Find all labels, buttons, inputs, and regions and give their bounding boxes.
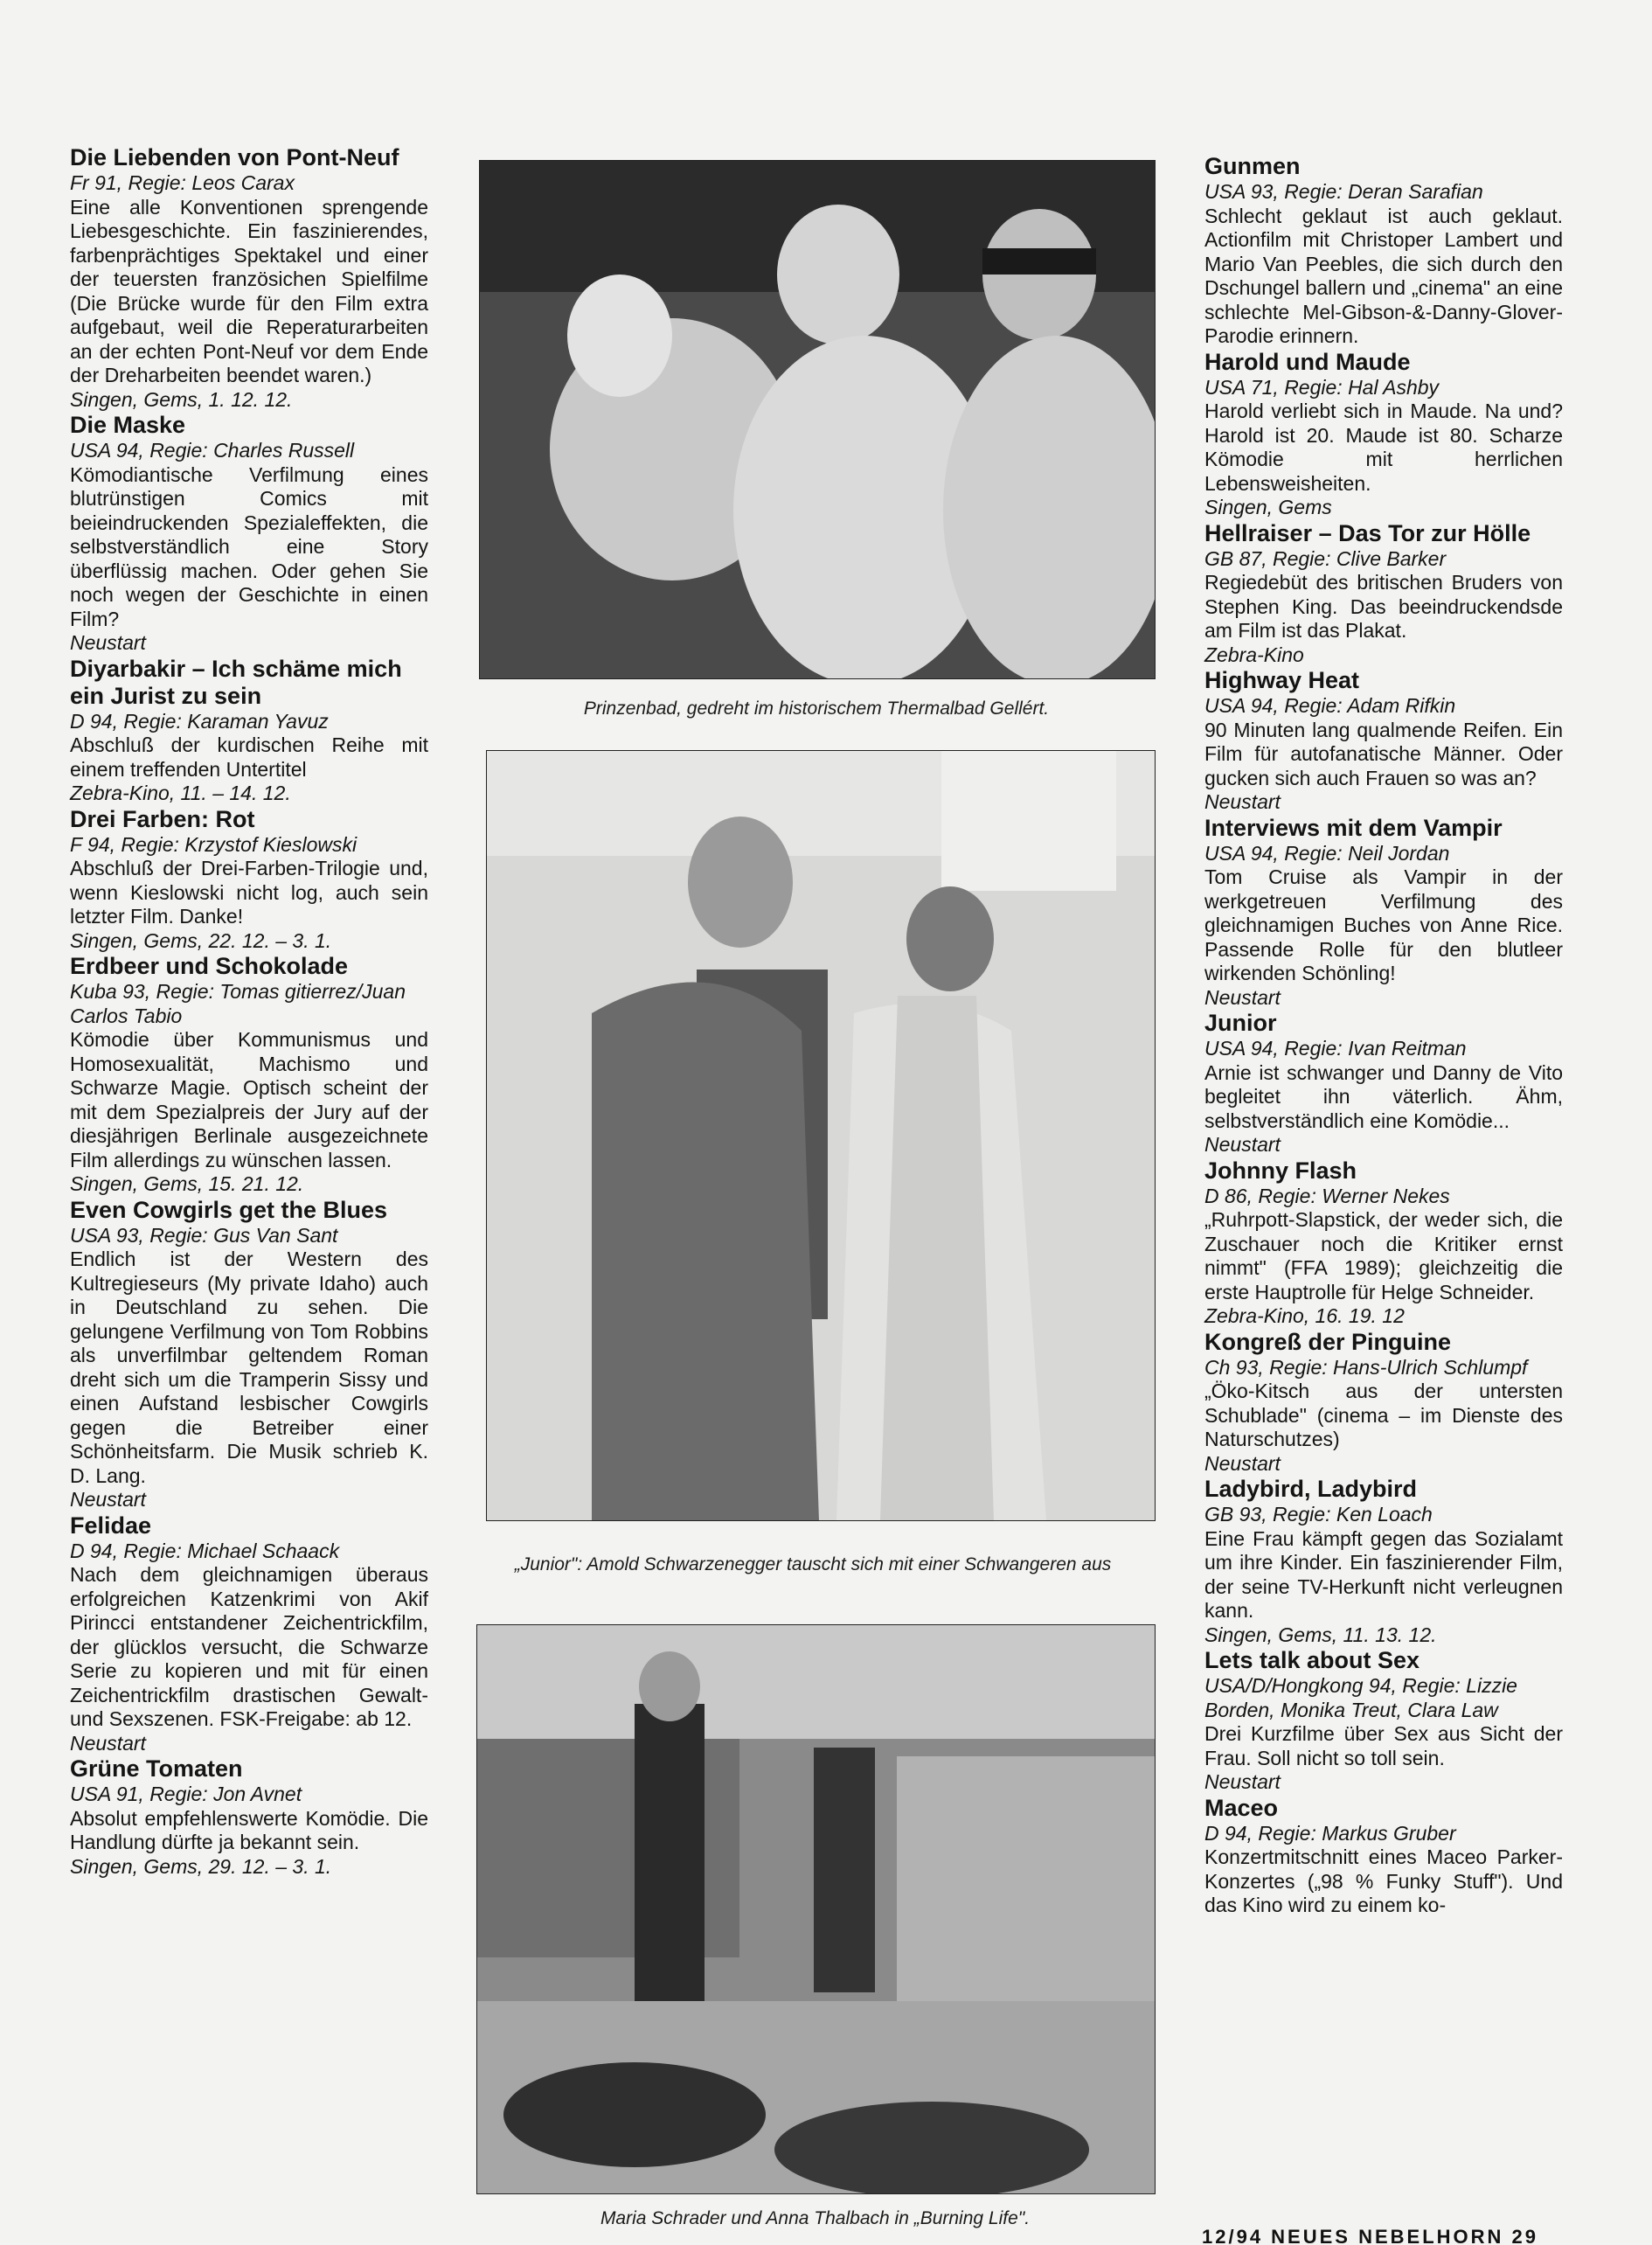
film-venue: Singen, Gems, 22. 12. – 3. 1. xyxy=(70,928,332,952)
film-entry xyxy=(1204,1476,1563,1647)
film-entry xyxy=(1204,1010,1563,1157)
film-venue: Singen, Gems, 29. 12. – 3. 1. xyxy=(70,1854,332,1878)
film-entry xyxy=(70,412,428,656)
film-description: Nach dem gleichnamigen überaus erfolgreichen Katzenkrimi von Akif Pirincci entstandener Zeichentrickfilm, der glücklos versucht, die Schwarze Serie zu kopieren und mit für einen Zeichentrickfilm drastischen Gewalt- und Sexszenen. FSK-Freigabe: ab 12. xyxy=(70,1563,428,1730)
film-description: Schlecht geklaut ist auch geklaut. Actionfilm mit Christoper Lambert und Mario Van Peebles, die sich durch den Dschungel ballern und „cinema" an eine schlechte Mel-Gibson-&-Danny-Glover-Parodie erinnern. xyxy=(1204,204,1563,347)
caption-burning-life: Maria Schrader und Anna Thalbach in „Burning Life". xyxy=(600,2208,1031,2228)
film-credit: D 86, Regie: Werner Nekes xyxy=(1204,1184,1450,1207)
film-credit: Fr 91, Regie: Leos Carax xyxy=(70,171,295,194)
film-description: Endlich ist der Western des Kultregieseurs (My private Idaho) auch in Deutschland zu sehen. Die gelungene Verfilmung von Tom Robbins als unverfilmbar geltendem Roman dreht sich um die Tramperin Sissy und einen Aufstand lesbischer Cowgirls gegen die Betreiber einer Schönheitsfarm. Die Musik schrieb K. D. Lang. xyxy=(70,1248,428,1487)
photo-burning-life xyxy=(476,1624,1156,2194)
film-description: 90 Minuten lang qualmende Reifen. Ein Film für autofanatische Männer. Oder gucken sich auch Frauen so was an? xyxy=(1204,718,1563,789)
film-title: Johnny Flash xyxy=(1204,1157,1357,1184)
film-venue: Zebra-Kino, 11. – 14. 12. xyxy=(70,782,291,804)
film-title: Gunmen xyxy=(1204,153,1301,179)
film-credit: D 94, Regie: Karaman Yavuz xyxy=(70,709,329,733)
film-description: Absolut empfehlenswerte Komödie. Die Handlung dürfte ja bekannt sein. xyxy=(70,1806,428,1853)
film-title: Felidae xyxy=(70,1512,152,1539)
film-description: Tom Cruise als Vampir in der werkgetreuen Verfilmung des gleichnamigen Buches von Anne Rice. Passende Rolle für den blutleer wirkenden Schönling! xyxy=(1204,865,1563,984)
caption-prinzenbad: Prinzenbad, gedreht im historischem Thermalbad Gellért. xyxy=(583,699,1050,719)
film-title: Even Cowgirls get the Blues xyxy=(70,1196,388,1223)
left-column xyxy=(70,144,428,1879)
film-entry xyxy=(1204,815,1563,1011)
film-entry xyxy=(70,1197,428,1512)
film-entry xyxy=(70,953,428,1197)
film-description: Eine alle Konventionen sprengende Liebesgeschichte. Ein faszinierendes, farbenprächtiges Spektakel und einer der teuersten französichen Spielfilme (Die Brücke wurde für den Film extra aufgebaut, weil die Reperaturarbeiten an der echten Pont-Neuf vor dem Ende der Dreharbeiten beendet waren.) xyxy=(70,195,428,386)
film-credit: USA 71, Regie: Hal Ashby xyxy=(1204,375,1440,399)
film-venue: Singen, Gems, 15. 21. 12. xyxy=(70,1172,304,1195)
film-credit: USA/D/Hongkong 94, Regie: Lizzie Borden, Monika Treut, Clara Law xyxy=(1204,1674,1517,1721)
film-venue: Singen, Gems, 11. 13. 12. xyxy=(1204,1623,1437,1646)
photo-prinzenbad xyxy=(479,160,1156,679)
film-description: Arnie ist schwanger und Danny de Vito begleitet ihn väterlich. Ähm, selbstverständlich eine Komödie... xyxy=(1204,1060,1563,1132)
film-entry xyxy=(1204,1329,1563,1477)
film-credit: USA 94, Regie: Charles Russell xyxy=(70,439,355,462)
film-credit: USA 94, Regie: Neil Jordan xyxy=(1204,841,1450,865)
film-title: Drei Farben: Rot xyxy=(70,805,255,832)
film-entry xyxy=(70,806,428,954)
film-venue: Zebra-Kino, 16. 19. 12 xyxy=(1204,1304,1405,1327)
film-title: Maceo xyxy=(1204,1794,1279,1821)
film-venue: Singen, Gems xyxy=(1204,496,1332,518)
film-description: Kömodiantische Verfilmung eines blutrünstigen Comics mit beieindruckenden Spezialeffekten, die selbstverständlich eine Story überflüssig machen. Oder gehen Sie noch wegen der Geschichte in einen Film? xyxy=(70,462,428,630)
film-title: Harold und Maude xyxy=(1204,348,1411,375)
film-title: Lets talk about Sex xyxy=(1204,1647,1420,1673)
film-description: Kömodie über Kommunismus und Homosexualität, Machismo und Schwarze Magie. Optisch scheint der mit dem Spezialpreis der Jury auf der diesjährigen Berlinale ausgezeichnete Film allerdings zu wünschen lassen. xyxy=(70,1028,428,1171)
film-credit: D 94, Regie: Michael Schaack xyxy=(70,1539,340,1562)
film-title: Interviews mit dem Vampir xyxy=(1204,814,1503,841)
film-description: Konzertmitschnitt eines Maceo Parker-Konzertes („98 % Funky Stuff"). Und das Kino wird zu einem ko- xyxy=(1204,1845,1563,1916)
film-title: Hellraiser – Das Tor zur Hölle xyxy=(1204,519,1531,546)
film-description: Regiedebüt des britischen Bruders von Stephen King. Das beeindruckendsde am Film ist das Plakat. xyxy=(1204,571,1563,642)
caption-junior: „Junior": Amold Schwarzenegger tauscht sich mit einer Schwangeren aus xyxy=(514,1554,1112,1574)
film-venue: Zebra-Kino xyxy=(1204,643,1304,666)
film-venue: Neustart xyxy=(1204,1133,1281,1156)
photo-junior xyxy=(486,750,1156,1521)
film-description: Abschluß der Drei-Farben-Trilogie und, wenn Kieslowski nicht log, auch sein letzter Film. Danke! xyxy=(70,857,428,928)
film-credit: USA 94, Regie: Ivan Reitman xyxy=(1204,1037,1467,1060)
film-entry xyxy=(1204,1795,1563,1918)
film-description: Abschluß der kurdischen Reihe mit einem treffenden Untertitel xyxy=(70,733,428,781)
film-venue: Neustart xyxy=(70,631,146,654)
film-title: Highway Heat xyxy=(1204,667,1360,693)
film-title: Kongreß der Pinguine xyxy=(1204,1328,1452,1355)
film-credit: D 94, Regie: Markus Gruber xyxy=(1204,1821,1456,1845)
film-entry xyxy=(70,1755,428,1879)
film-entry xyxy=(70,656,428,806)
film-entry xyxy=(1204,349,1563,520)
film-description: Drei Kurzfilme über Sex aus Sicht der Frau. Soll nicht so toll sein. xyxy=(1204,1722,1563,1769)
film-entry xyxy=(1204,667,1563,815)
film-entry xyxy=(1204,153,1563,349)
film-credit: GB 93, Regie: Ken Loach xyxy=(1204,1503,1433,1526)
film-title: Junior xyxy=(1204,1010,1277,1036)
film-entry xyxy=(1204,1157,1563,1329)
film-venue: Neustart xyxy=(1204,1770,1281,1793)
film-entry xyxy=(70,1512,428,1756)
film-description: Eine Frau kämpft gegen das Sozialamt um ihre Kinder. Ein faszinierender Film, der seine TV-Herkunft nicht verleugnen kann. xyxy=(1204,1526,1563,1622)
film-venue: Neustart xyxy=(1204,790,1281,813)
film-title: Ladybird, Ladybird xyxy=(1204,1476,1418,1502)
film-venue: Singen, Gems, 1. 12. 12. xyxy=(70,387,293,411)
film-credit: Kuba 93, Regie: Tomas gitierrez/Juan Carlos Tabio xyxy=(70,980,406,1027)
right-column xyxy=(1204,153,1563,1918)
film-venue: Neustart xyxy=(70,1488,146,1511)
film-credit: USA 93, Regie: Gus Van Sant xyxy=(70,1223,338,1247)
film-venue: Neustart xyxy=(1204,985,1281,1009)
film-credit: USA 94, Regie: Adam Rifkin xyxy=(1204,694,1456,717)
film-venue: Neustart xyxy=(70,1731,146,1755)
film-title: Die Maske xyxy=(70,412,186,438)
film-title: Diyarbakir – Ich schäme mich ein Jurist zu sein xyxy=(70,655,402,709)
film-entry xyxy=(70,144,428,412)
film-title: Grüne Tomaten xyxy=(70,1755,243,1782)
film-credit: USA 91, Regie: Jon Avnet xyxy=(70,1783,302,1805)
film-credit: GB 87, Regie: Clive Barker xyxy=(1204,546,1447,570)
film-credit: USA 93, Regie: Deran Sarafian xyxy=(1204,180,1483,203)
film-title: Erdbeer und Schokolade xyxy=(70,953,349,979)
page-footer: 12/94 NEUES NEBELHORN 29 xyxy=(1202,2226,1538,2245)
film-venue: Neustart xyxy=(1204,1451,1281,1475)
film-credit: Ch 93, Regie: Hans-Ulrich Schlumpf xyxy=(1204,1355,1528,1379)
film-description: „Öko-Kitsch aus der untersten Schublade" (cinema – im Dienste des Naturschutzes) xyxy=(1204,1380,1563,1450)
film-title: Die Liebenden von Pont-Neuf xyxy=(70,144,399,170)
film-entry xyxy=(1204,520,1563,668)
film-description: „Ruhrpott-Slapstick, der weder sich, die Zuschauer noch die Kritiker ernst nimmt" (FFA 1989); gleichzeitig die erste Hauptrolle für Helge Schneider. xyxy=(1204,1208,1563,1303)
film-credit: F 94, Regie: Krzystof Kieslowski xyxy=(70,832,357,856)
film-entry xyxy=(1204,1647,1563,1795)
film-description: Harold verliebt sich in Maude. Na und? Harold ist 20. Maude ist 80. Scharze Kömodie mit herrlichen Lebensweisheiten. xyxy=(1204,400,1563,495)
